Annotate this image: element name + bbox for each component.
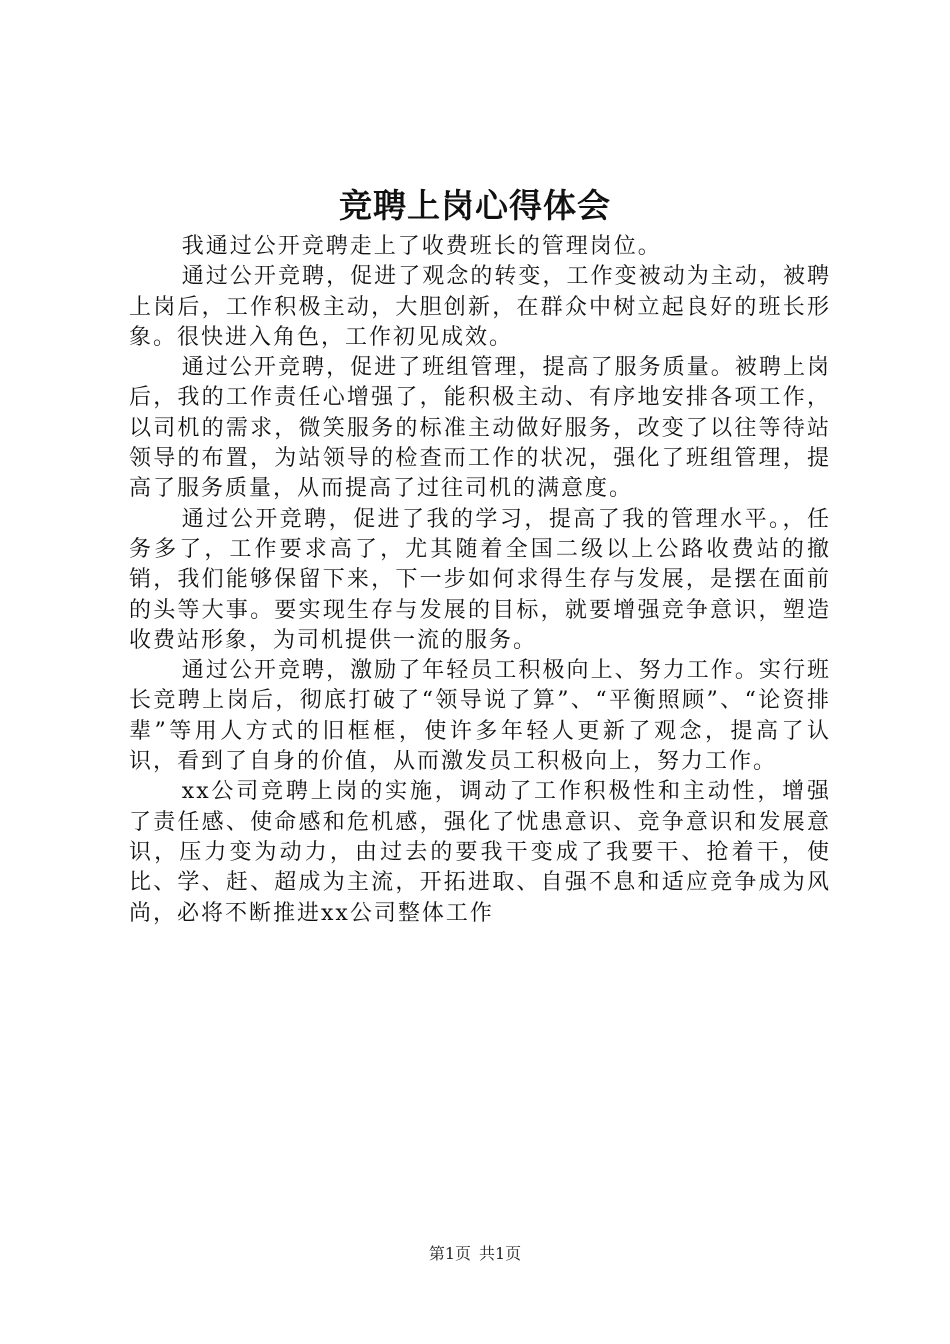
paragraph-1: 我通过公开竞聘走上了收费班长的管理岗位。 — [181, 234, 662, 259]
page-footer — [0, 1243, 950, 1265]
document-title: 竞聘上岗心得体会 — [339, 186, 611, 225]
paragraph-5: 通过公开竞聘，激励了年轻员工积极向上、努力工作。实行班长竞聘上岗后，彻底打破了“领导说了算”、“平衡照顾”、“论资排辈”等用人方式的旧框框，使许多年轻人更新了观念，提高了认识，看到了自身的价值，从而激发员工积极向上，努力工作。 — [129, 658, 831, 775]
paragraph-6: xx公司竞聘上岗的实施，调动了工作积极性和主动性，增强了责任感、使命感和危机感，强化了忧患意识、竞争意识和发展意识，压力变为动力，由过去的要我干变成了我要干、抢着干，使比、学、赶、超成为主流，开拓进取、自强不息和适应竞争成为风尚，必将不断推进xx公司整体工作 — [129, 779, 831, 926]
paragraph-3: 通过公开竞聘，促进了班组管理，提高了服务质量。被聘上岗后，我的工作责任心增强了，能积极主动、有序地安排各项工作，以司机的需求，微笑服务的标准主动做好服务，改变了以往等待站领导的布置，为站领导的检查而工作的状况，强化了班组管理，提高了服务质量，从而提高了过往司机的满意度。 — [129, 355, 831, 502]
document-body — [129, 232, 831, 929]
paragraph-2: 通过公开竞聘，促进了观念的转变，工作变被动为主动，被聘上岗后，工作积极主动，大胆创新，在群众中树立起良好的班长形象。很快进入角色，工作初见成效。 — [129, 264, 831, 350]
page-number: 第1页 — [428, 1244, 471, 1263]
paragraph-4: 通过公开竞聘，促进了我的学习，提高了我的管理水平。，任务多了，工作要求高了，尤其随着全国二级以上公路收费站的撤销，我们能够保留下来，下一步如何求得生存与发展，是摆在面前的头等大事。要实现生存与发展的目标，就要增强竞争意识，塑造收费站形象，为司机提供一流的服务。 — [129, 506, 831, 653]
page-total: 共1页 — [479, 1244, 522, 1263]
